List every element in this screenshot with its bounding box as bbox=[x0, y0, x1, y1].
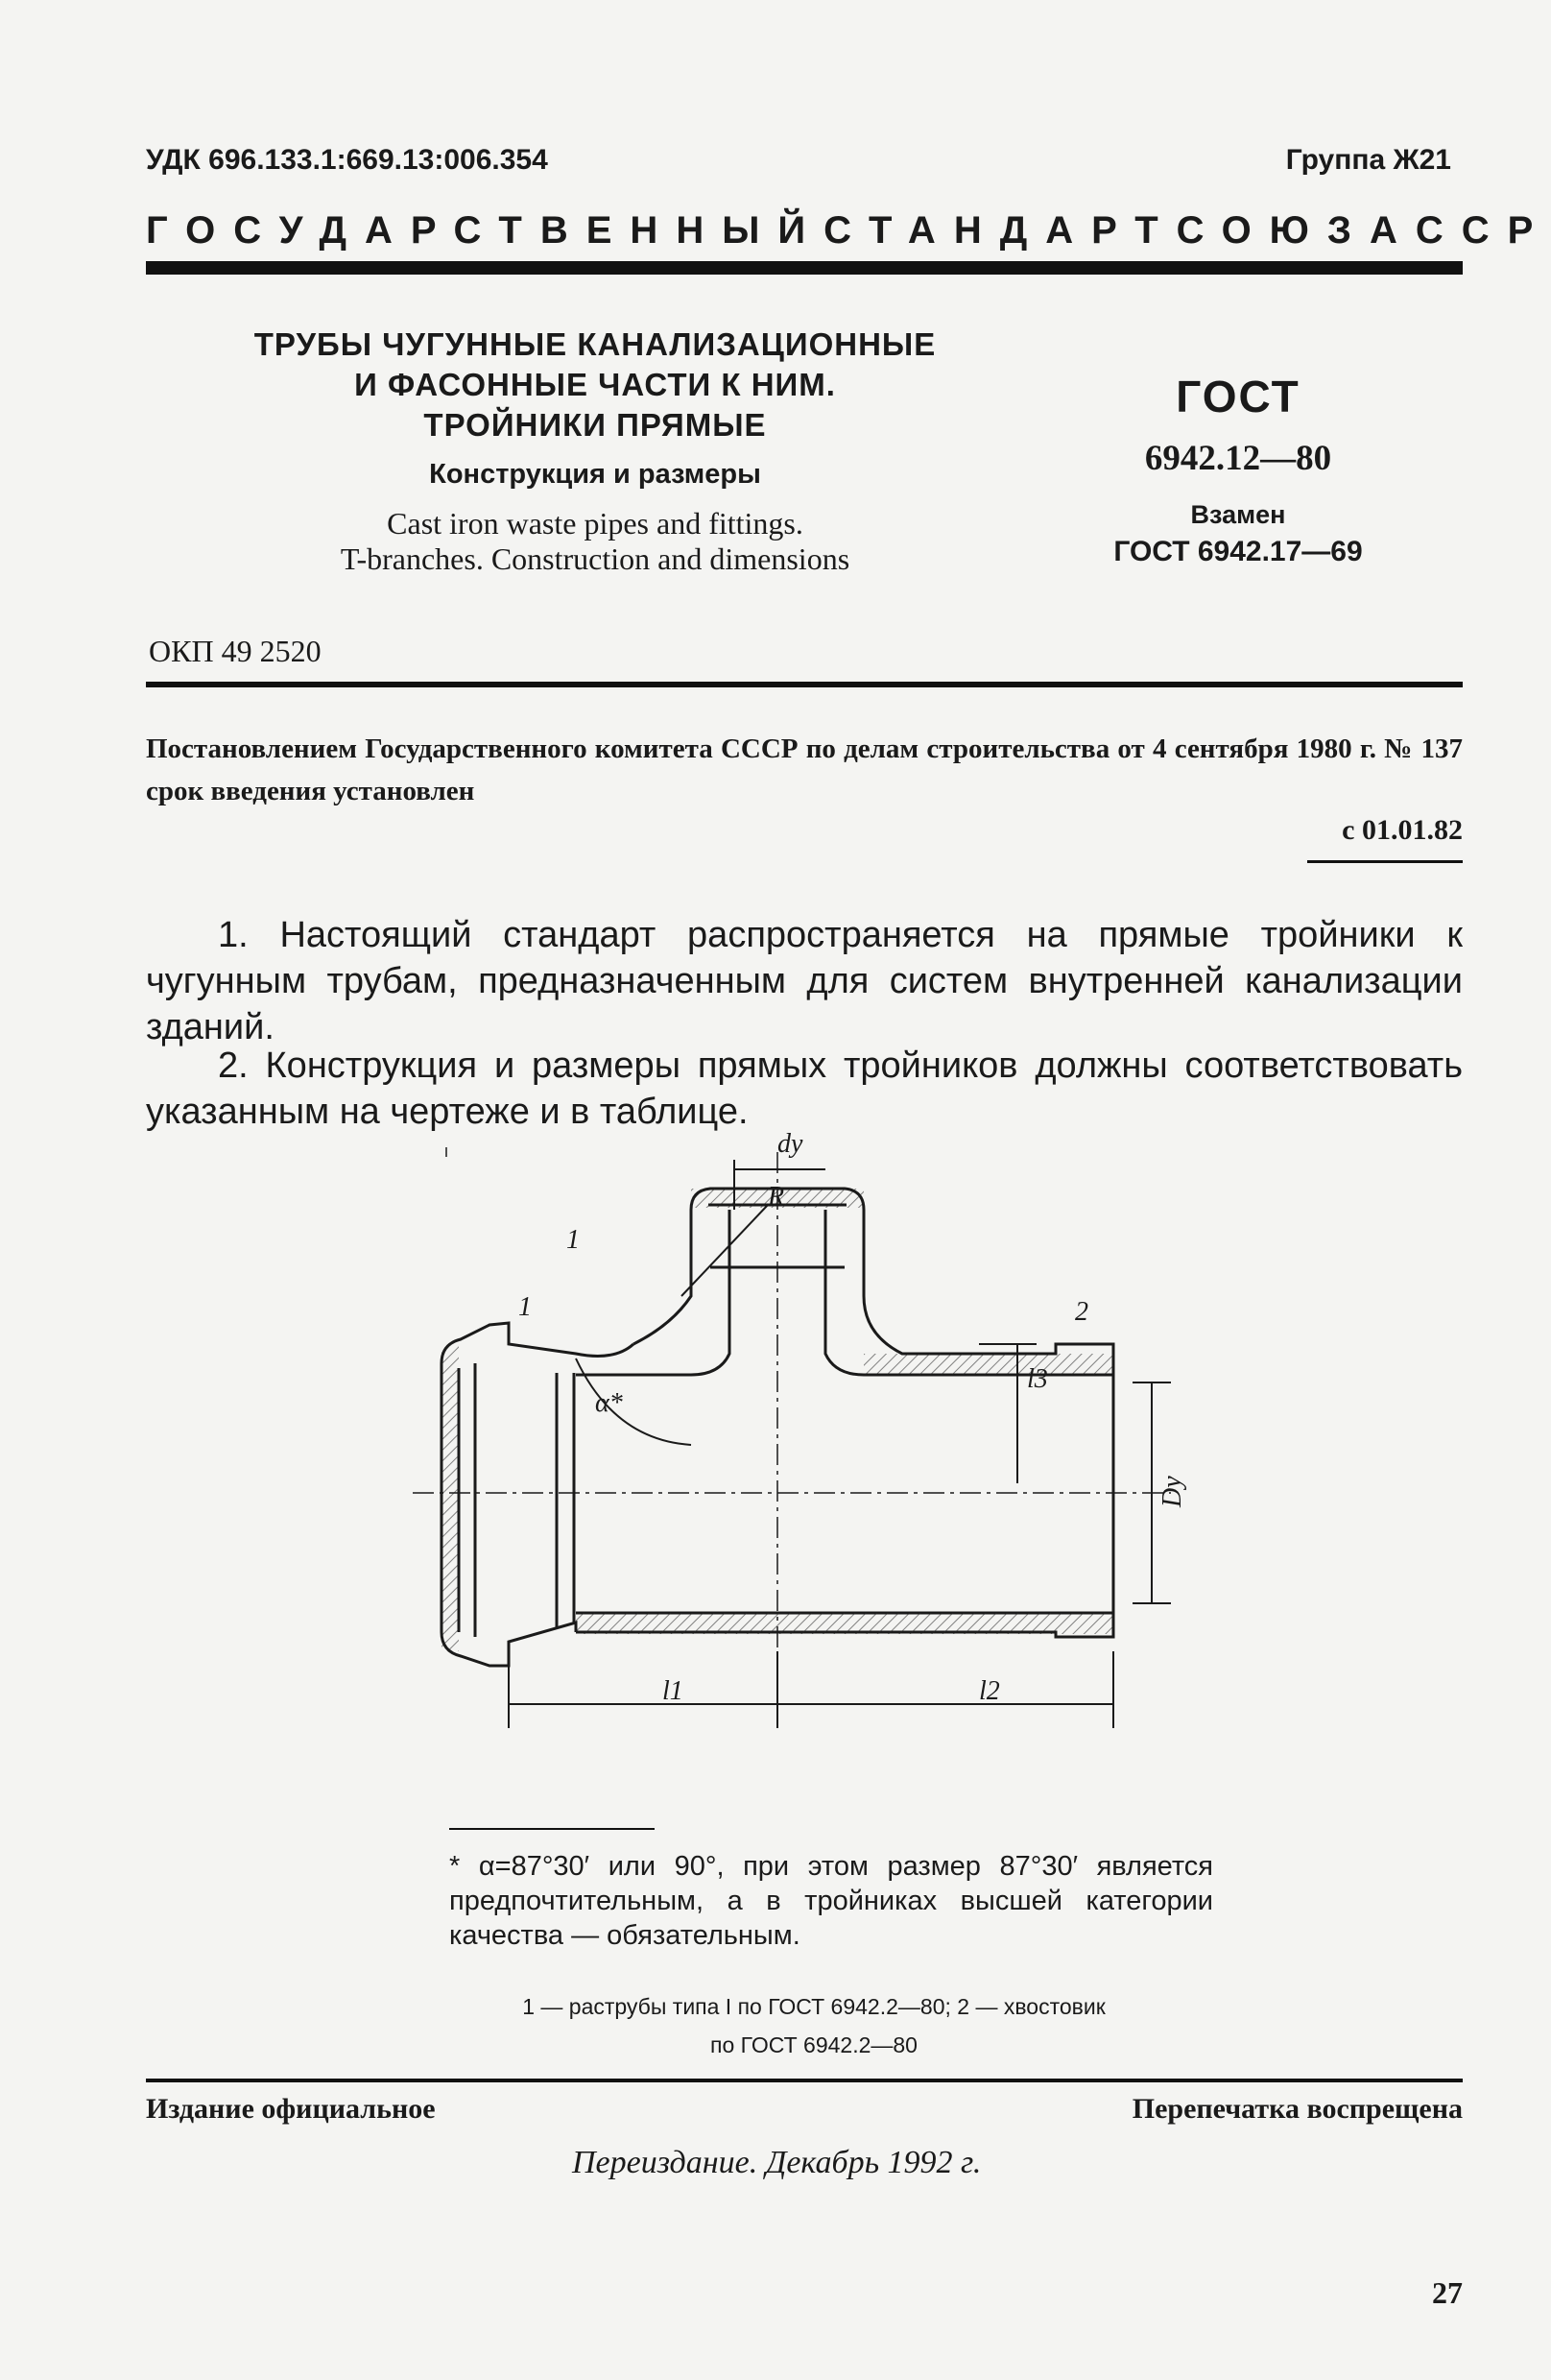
state-standard-word: ССР bbox=[1415, 209, 1551, 252]
label-1-left: 1 bbox=[518, 1292, 532, 1322]
footnote-rule bbox=[449, 1828, 655, 1830]
state-standard-word: ГОСУДАРСТВЕННЫЙ bbox=[146, 209, 824, 252]
title-line-2: И ФАСОННЫЕ ЧАСТИ К НИМ. bbox=[354, 367, 836, 402]
gost-label: ГОСТ bbox=[1176, 372, 1300, 421]
title-block bbox=[182, 325, 1008, 577]
effective-date-underline bbox=[1307, 860, 1463, 863]
bottom-rule bbox=[146, 2079, 1463, 2082]
okp-code: ОКП 49 2520 bbox=[149, 634, 322, 668]
gost-number: 6942.12—80 bbox=[1144, 439, 1332, 478]
label-l3: l3 bbox=[1027, 1364, 1048, 1394]
label-Dy: Dу bbox=[1157, 1476, 1187, 1507]
english-title-line-1: Cast iron waste pipes and fittings. bbox=[387, 506, 803, 541]
title-line-1: ТРУБЫ ЧУГУННЫЕ КАНАЛИЗАЦИОННЫЕ bbox=[253, 326, 937, 362]
label-2: 2 bbox=[1075, 1297, 1088, 1327]
legend-line-2: по ГОСТ 6942.2—80 bbox=[710, 2032, 918, 2057]
label-dy-small: dу bbox=[777, 1129, 803, 1159]
reissue-note: Переиздание. Декабрь 1992 г. bbox=[572, 2145, 982, 2180]
top-wall-hatch bbox=[864, 1354, 1113, 1375]
footnote: * α=87°30′ или 90°, при этом размер 87°30′ является предпочтительным, а в тройниках высшей категории качества — обязательным. bbox=[449, 1851, 1213, 1951]
english-title-line-2: T-branches. Construction and dimensions bbox=[340, 541, 850, 576]
left-socket-wall bbox=[441, 1344, 459, 1651]
title-line-3: ТРОЙНИКИ ПРЯМЫЕ bbox=[423, 407, 767, 443]
effective-date: с 01.01.82 bbox=[1342, 814, 1463, 846]
decree-text: Постановлением Государственного комитета СССР по делам строительства от 4 сентября 1980 г. № 137 срок введения установлен bbox=[146, 733, 1463, 806]
label-l2: l2 bbox=[979, 1676, 1000, 1706]
bottom-wall-hatch bbox=[576, 1613, 1113, 1634]
udk-code: УДК 696.133.1:669.13:006.354 bbox=[146, 144, 548, 176]
paragraph-1: 1. Настоящий стандарт распространяется на прямые тройники к чугунным трубам, предназначенным для систем внутренней канализации зданий. bbox=[146, 915, 1463, 1047]
legend-line-1: 1 — раструбы типа I по ГОСТ 6942.2—80; 2 — хвостовик bbox=[522, 1994, 1106, 2019]
label-1-branch: 1 bbox=[566, 1225, 580, 1255]
legend bbox=[411, 1987, 1217, 2064]
replace-label: Взамен bbox=[1190, 500, 1286, 529]
gost-block bbox=[1094, 371, 1382, 568]
state-standard-word: СОЮЗА bbox=[1176, 209, 1416, 252]
paragraph-2: 2. Конструкция и размеры прямых тройников должны соответствовать указанным на чертеже и в таблице. bbox=[146, 1046, 1463, 1132]
page-number: 27 bbox=[1432, 2275, 1463, 2310]
replace-number: ГОСТ 6942.17—69 bbox=[1113, 536, 1363, 567]
edition-note: Издание официальное bbox=[146, 2093, 436, 2125]
top-rule bbox=[146, 261, 1463, 275]
reprint-note: Перепечатка воспрещена bbox=[1132, 2093, 1463, 2125]
t-branch-drawing bbox=[403, 1129, 1200, 1786]
state-standard-heading bbox=[146, 209, 1551, 252]
label-l1: l1 bbox=[662, 1676, 683, 1706]
center-lines bbox=[413, 1147, 1171, 1690]
label-alpha: α* bbox=[595, 1388, 623, 1418]
middle-rule bbox=[146, 682, 1463, 687]
group-code: Группа Ж21 bbox=[1285, 144, 1451, 176]
label-R: R bbox=[768, 1182, 785, 1212]
english-title bbox=[182, 506, 1008, 577]
dimension-lines bbox=[509, 1160, 1171, 1728]
state-standard-word: СТАНДАРТ bbox=[823, 209, 1177, 252]
subtitle: Конструкция и размеры bbox=[429, 459, 761, 490]
